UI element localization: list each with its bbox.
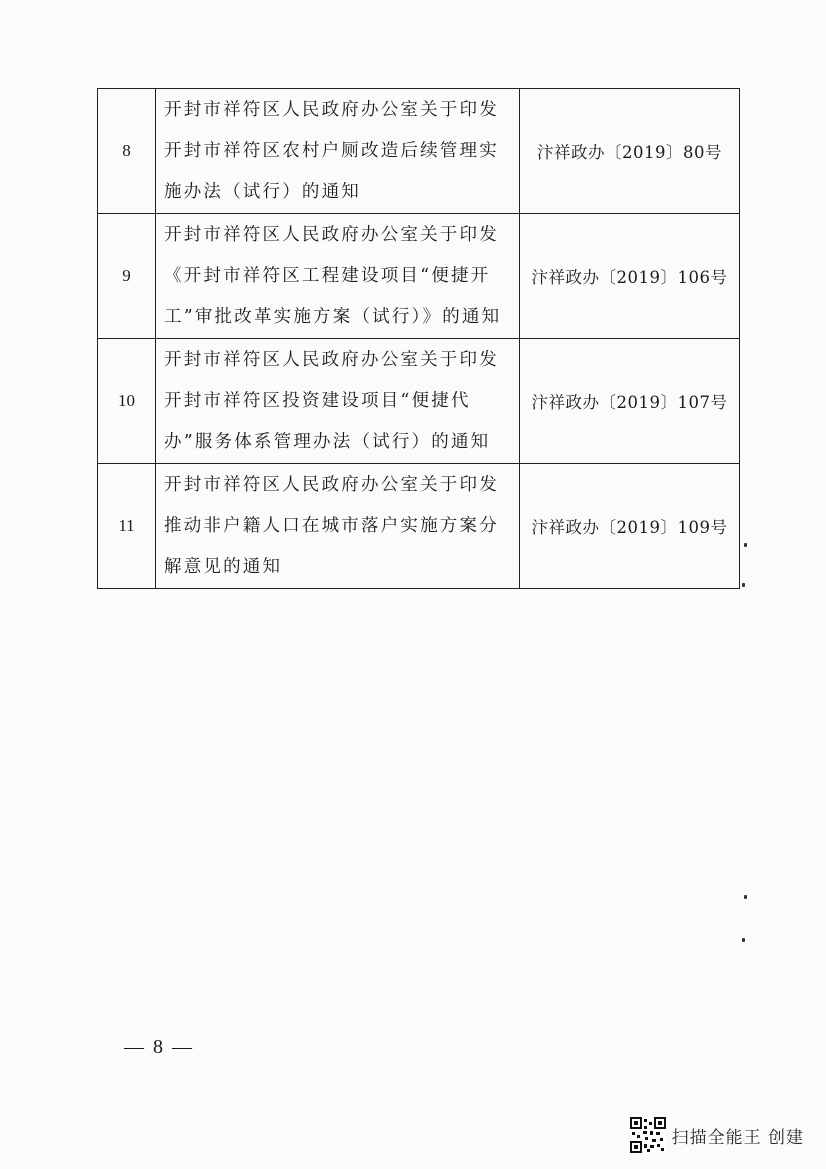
row-number: 10 — [98, 339, 156, 464]
table-row — [98, 214, 740, 339]
row-doc-number: 汴祥政办〔2019〕80号 — [520, 89, 740, 214]
table-row — [98, 89, 740, 214]
row-title: 开封市祥符区人民政府办公室关于印发开封市祥符区农村户厕改造后续管理实施办法（试行）的通知 — [164, 99, 499, 202]
row-doc-number: 汴祥政办〔2019〕106号 — [520, 214, 740, 339]
watermark-label: 扫描全能王 创建 — [671, 1127, 804, 1148]
scan-speck — [742, 938, 745, 942]
qr-code-icon — [630, 1117, 666, 1153]
scan-speck — [744, 895, 747, 899]
row-number: 9 — [98, 214, 156, 339]
page-number: — 8 — — [124, 1036, 194, 1058]
row-number: 11 — [98, 464, 156, 589]
row-doc-number: 汴祥政办〔2019〕109号 — [520, 464, 740, 589]
table-row — [98, 339, 740, 464]
document-table — [97, 88, 740, 589]
scan-speck — [742, 583, 745, 587]
row-number: 8 — [98, 89, 156, 214]
row-title: 开封市祥符区人民政府办公室关于印发《开封市祥符区工程建设项目“便捷开工”审批改革实施方案（试行）》的通知 — [164, 224, 502, 327]
scanner-watermark — [630, 1117, 804, 1153]
row-doc-number: 汴祥政办〔2019〕107号 — [520, 339, 740, 464]
table-row — [98, 464, 740, 589]
row-title: 开封市祥符区人民政府办公室关于印发开封市祥符区投资建设项目“便捷代办”服务体系管理办法（试行）的通知 — [164, 349, 499, 452]
scan-speck — [744, 543, 747, 547]
row-title: 开封市祥符区人民政府办公室关于印发推动非户籍人口在城市落户实施方案分解意见的通知 — [164, 474, 499, 577]
